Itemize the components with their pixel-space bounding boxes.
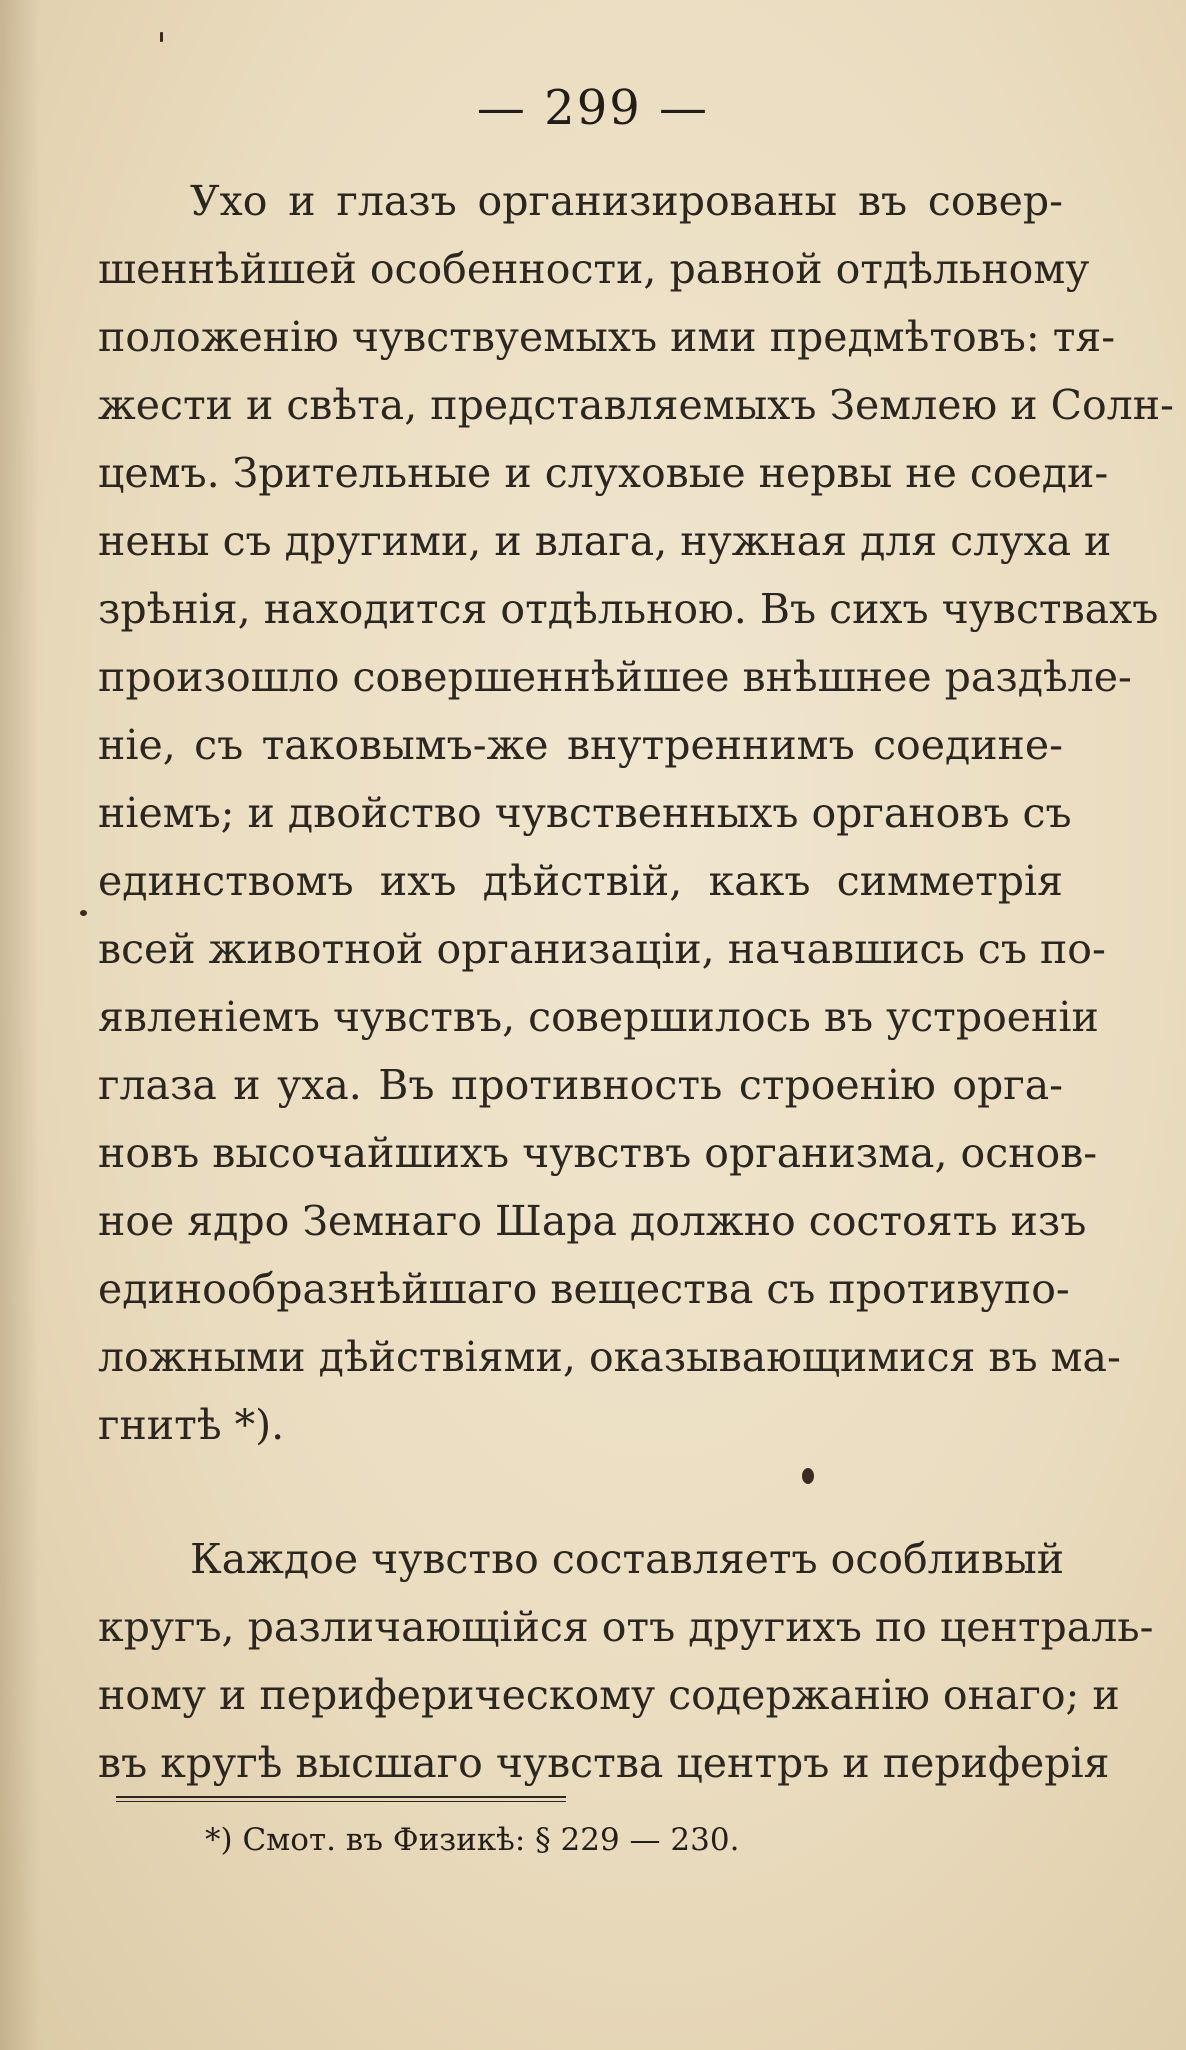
paragraph-1: [98, 167, 1174, 1459]
text-line: Каждое чувство составляетъ особливый: [190, 1535, 1065, 1583]
text-line: нены съ другими, и влага, нужная для слуха и: [98, 517, 1112, 565]
page-number: — 299 —: [476, 80, 710, 136]
text-line: ніемъ; и двойство чувственныхъ органовъ съ: [98, 789, 1072, 837]
text-line: ное ядро Земнаго Шара должно состоять изъ: [98, 1197, 1087, 1245]
text-line: всей животной организаціи, начавшись съ по-: [98, 925, 1106, 973]
text-line: гнитѣ *).: [98, 1401, 285, 1449]
text-line: новъ высочайшихъ чувствъ организма, основ-: [98, 1129, 1098, 1177]
text-line: зрѣнія, находится отдѣльною. Въ сихъ чувствахъ: [98, 585, 1159, 633]
ink-speck: [160, 32, 163, 42]
text-line: глаза и уха. Въ противность строенію орга-: [98, 1061, 1063, 1109]
footnote-rule: [116, 1796, 566, 1798]
text-line: Ухо и глазъ организированы въ совер-: [190, 177, 1063, 225]
paragraph-gap: [98, 1459, 1063, 1525]
text-line: ложными дѣйствіями, оказывающимися въ ма-: [98, 1333, 1121, 1381]
text-line: кругъ, различающійся отъ другихъ по централь-: [98, 1603, 1154, 1651]
text-line: явленіемъ чувствъ, совершилось въ устроеніи: [98, 993, 1099, 1041]
text-line: ному и периферическому содержанію онаго; и: [98, 1671, 1120, 1719]
text-line: произошло совершеннѣйшее внѣшнее раздѣле-: [98, 653, 1132, 701]
page-edge-shadow: [0, 0, 40, 2050]
body-text: [98, 167, 1174, 1797]
text-line: цемъ. Зрительные и слуховые нервы не соеди-: [98, 449, 1109, 497]
text-line: единствомъ ихъ дѣйствій, какъ симметрія: [98, 857, 1063, 905]
ink-speck: [802, 1468, 814, 1484]
text-line: въ кругѣ высшаго чувства центръ и периферія: [98, 1739, 1110, 1787]
text-line: шеннѣйшей особенности, равной отдѣльному: [98, 245, 1090, 293]
paragraph-2: [98, 1525, 1154, 1797]
text-line: ніе, съ таковымъ-же внутреннимъ соедине-: [98, 721, 1063, 769]
text-line: жести и свѣта, представляемыхъ Землею и Солн-: [98, 381, 1174, 429]
footnote-rule-thin: [116, 1801, 566, 1802]
ink-speck: [80, 910, 87, 916]
text-line: единообразнѣйшаго вещества съ противупо-: [98, 1265, 1070, 1313]
footnote: *) Смот. въ Физикѣ: § 229 — 230.: [205, 1822, 740, 1858]
text-line: положенію чувствуемыхъ ими предмѣтовъ: тя-: [98, 313, 1116, 361]
